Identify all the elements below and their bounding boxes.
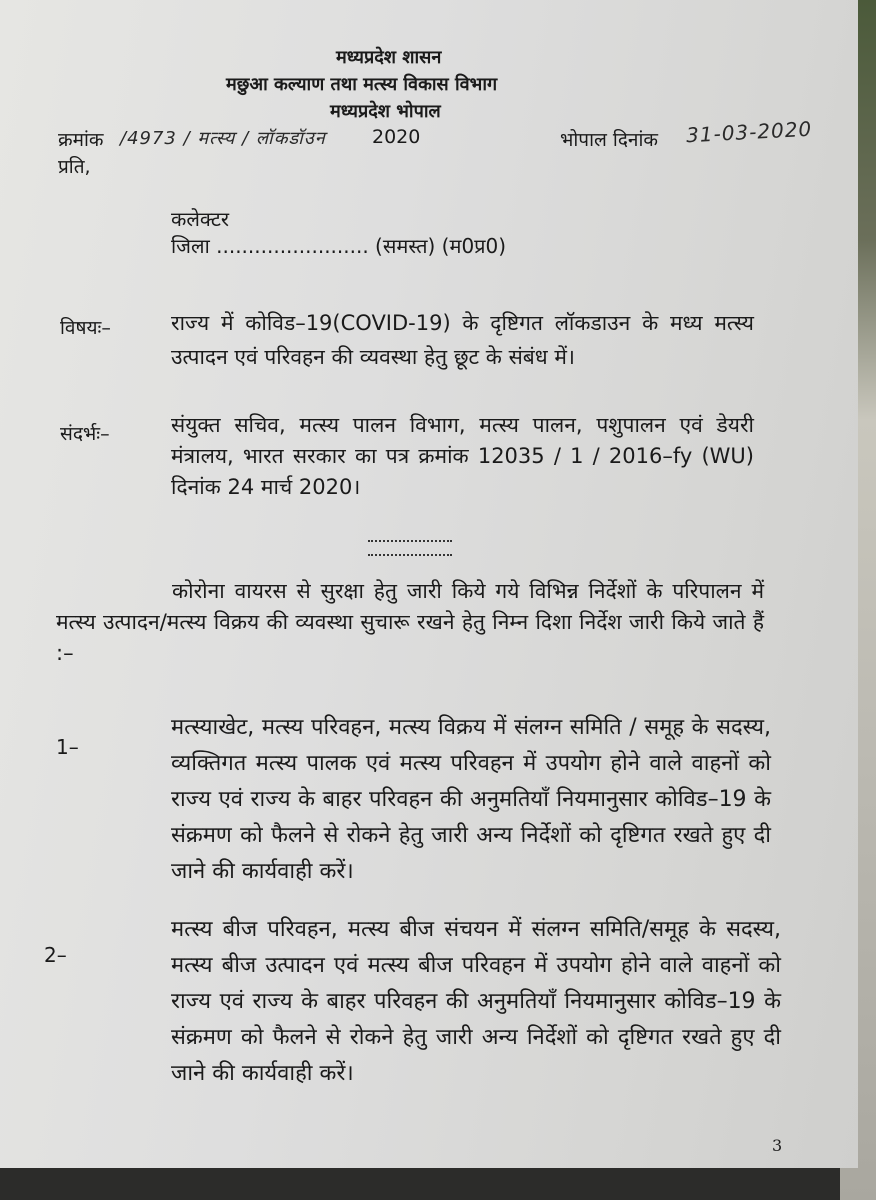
subject-label: विषयः–: [60, 317, 111, 339]
date-handwritten: 31-03-2020: [685, 116, 813, 148]
prati-label: प्रति,: [58, 156, 91, 178]
header-government: मध्यप्रदेश शासन: [336, 47, 442, 68]
ref-number-handwritten: /4973 / मत्स्य / लॉकडॉउन: [120, 128, 326, 149]
ref-year: 2020: [372, 126, 421, 148]
point-1-number: 1–: [56, 735, 79, 759]
addressee-district: जिला ........................ (समस्त) (म0प्र0): [171, 234, 507, 258]
point-2-number: 2–: [44, 943, 67, 967]
addressee-title: कलेक्टर: [171, 207, 230, 231]
reference-text: संयुक्त सचिव, मत्स्य पालन विभाग, मत्स्य पालन, पशुपालन एवं डेयरी मंत्रालय, भारत सरकार का पत्र क्रमांक 12035 / 1 / 2016–fy (WU) दिनांक 24 मार्च 2020।: [171, 413, 754, 499]
header-location: मध्यप्रदेश भोपाल: [330, 101, 441, 122]
page-number: 3: [772, 1136, 783, 1155]
subject-text: राज्य में कोविड–19(COVID-19) के दृष्टिगत लॉकडाउन के मध्य मत्स्य उत्पादन एवं परिवहन की व्यवस्था हेतु छूट के संबंध में।: [171, 311, 754, 369]
intro-paragraph: कोरोना वायरस से सुरक्षा हेतु जारी किये गये विभिन्न निर्देशों के परिपालन में मत्स्य उत्पादन/मत्स्य विक्रय की व्यवस्था सुचारू रखने हेतु निम्न दिशा निर्देश जारी किये जाते हैं :–: [56, 579, 764, 665]
ref-number-label: क्रमांक: [58, 129, 104, 151]
date-label: भोपाल दिनांक: [560, 129, 658, 151]
point-1-text: मत्स्याखेट, मत्स्य परिवहन, मत्स्य विक्रय में संलग्न समिति / समूह के सदस्य, व्यक्तिगत मत्स्य पालक एवं मत्स्य परिवहन में उपयोग होने वाले वाहनों को राज्य एवं राज्य के बाहर परिवहन की अनुमतियाँ नियमानुसार कोविड–19 के संक्रमण को फैलने से रोकने हेतु जारी अन्य निर्देशों को दृष्टिगत रखते हुए दी जाने की कार्यवाही करें।: [171, 715, 771, 884]
header-department: मछुआ कल्याण तथा मत्स्य विकास विभाग: [226, 74, 498, 95]
reference-label: संदर्भः–: [60, 423, 110, 445]
separator-dots: [368, 540, 452, 556]
point-2-text: मत्स्य बीज परिवहन, मत्स्य बीज संचयन में संलग्न समिति/समूह के सदस्य, मत्स्य बीज उत्पादन एवं मत्स्य बीज परिवहन में उपयोग होने वाले वाहनों को राज्य एवं राज्य के बाहर परिवहन की अनुमतियाँ नियमानुसार कोविड–19 के संक्रमण को फैलने से रोकने हेतु जारी अन्य निर्देशों को दृष्टिगत रखते हुए दी जाने की कार्यवाही करें।: [171, 917, 781, 1086]
